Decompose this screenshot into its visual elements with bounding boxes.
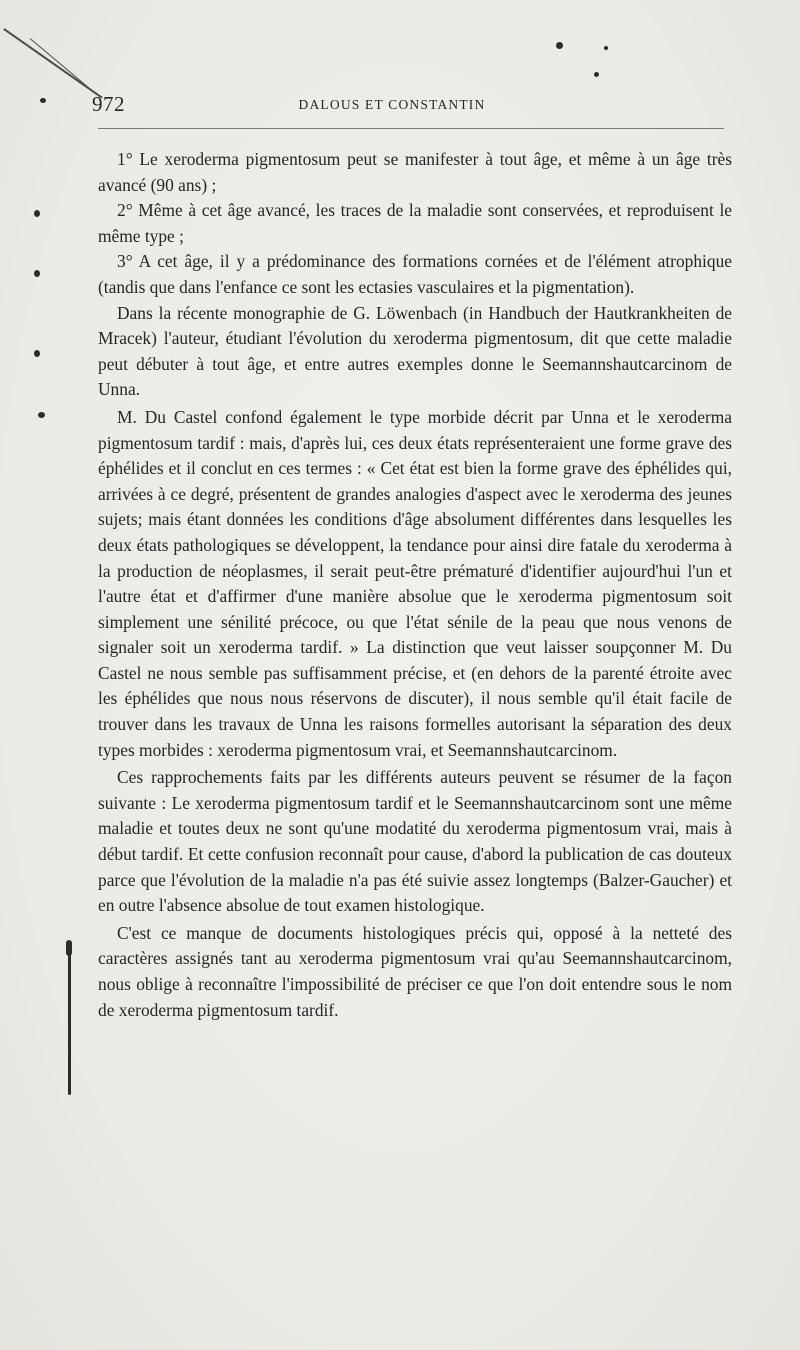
page-number: 972 [92,92,125,116]
margin-pencil-mark [68,945,71,1095]
margin-speck [604,46,608,50]
paragraph: 1° Le xeroderma pigmentosum peut se manifester à tout âge, et même à un âge très avancé (90 ans) ; [98,149,732,195]
running-head: DALOUS ET CONSTANTIN [298,97,486,112]
paragraph: Dans la récente monographie de G. Löwenbach (in Handbuch der Hautkrankheiten de Mracek) l'auteur, étudiant l'évolution du xeroderma pigmentosum, dit que cette maladie peut débuter à tout âge, et entre autres exemples donne le Seemannshautcarcinom de Unna. [98,302,732,400]
corner-scratch [30,38,96,93]
header-rule [98,128,724,129]
margin-speck [34,210,40,217]
margin-speck [594,72,599,77]
margin-speck [34,270,40,277]
margin-speck [34,350,40,357]
paragraph: C'est ce manque de documents histologiques précis qui, opposé à la netteté des caractères assignés tant au xeroderma pigmentosum vrai qu'au Seemannshautcarcinom, nous oblige à reconnaître l'impossibilité de préciser ce que l'on doit entendre sous le nom de xeroderma pigmentosum tardif. [98,922,732,1020]
paragraph: 3° A cet âge, il y a prédominance des formations cornées et de l'élément atrophique (tandis que dans l'enfance ce sont les ectasies vasculaires et la pigmentation). [98,251,732,297]
paragraph: 2° Même à cet âge avancé, les traces de la maladie sont conservées, et reproduisent le même type ; [98,200,732,246]
body-text [98,147,732,1023]
page-header [92,92,732,120]
paragraph: M. Du Castel confond également le type morbide décrit par Unna et le xeroderma pigmentosum tardif : mais, d'après lui, ces deux états représenteraient une forme grave des éphélides et il conclut en ces termes : « Cet état est bien la forme grave des éphélides qui, arrivées à ce degré, présentent de grandes analogies d'aspect avec le xeroderma des jeunes sujets; mais étant données les conditions d'âge absolument différentes dans lesquelles les deux états pathologiques se développent, la tendance pour ainsi dire fatale du xeroderma à la production de néoplasmes, il serait peut-être prématuré d'identifier aujourd'hui l'un et l'autre état et d'affirmer d'une manière absolue que le xeroderma pigmentosum soit simplement une sénilité précoce, ou que l'état sénile de la peau que nous venons de signaler soit un xeroderma tardif. » La distinction que veut laisser soupçonner M. Du Castel ne nous semble pas suffisamment précise, et (en dehors de la parenté étroite avec les éphélides que nous nous réservons de discuter), il nous semble qu'il était facile de trouver dans les travaux de Unna les raisons formelles autorisant la séparation des deux types morbides : xeroderma pigmentosum vrai, et Seemannshautcarcinom. [98,406,732,760]
margin-speck [38,412,45,418]
margin-speck [40,98,46,103]
margin-speck [556,42,563,49]
paragraph: Ces rapprochements faits par les différents auteurs peuvent se résumer de la façon suivante : Le xeroderma pigmentosum tardif et le Seemannshautcarcinom sont une même maladie et toutes deux ne sont qu'une modatité du xeroderma pigmentosum vrai, mais à début tardif. Et cette confusion reconnaît pour cause, d'abord la publication de cas douteux parce que l'évolution de la maladie n'a pas été suivie assez longtemps (Balzer-Gaucher) et en outre l'absence absolue de tout examen histologique. [98,767,732,916]
